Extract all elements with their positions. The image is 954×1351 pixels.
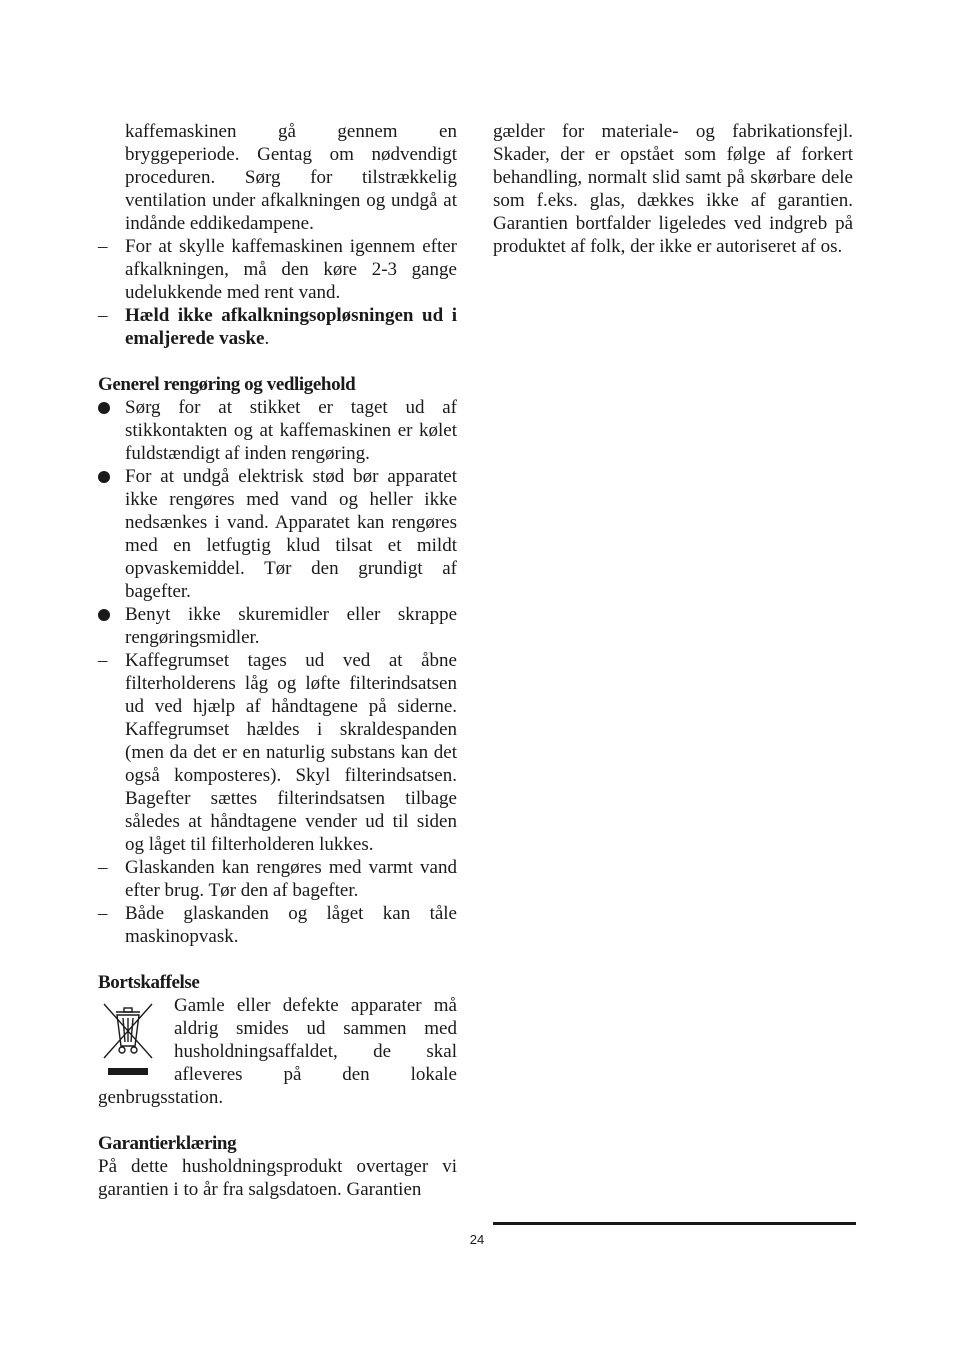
unplug-text: Sørg for at stikket er taget ud af stikkontakten og at kaffemaskinen er kølet fuldstændigt af inden rengøring. [125, 397, 457, 464]
bullet-item-unplug [98, 396, 457, 465]
disposal-section [98, 994, 457, 1109]
dishwasher-text: Både glaskanden og låget kan tåle maskinopvask. [125, 903, 457, 947]
no-abrasives-text: Benyt ikke skuremidler eller skrappe rengøringsmidler. [125, 604, 457, 648]
sink-warning-period: . [264, 328, 270, 349]
warranty-text-start: På dette husholdningsprodukt overtager vi garantien i to år fra salgsdatoen. Garantien [98, 1156, 457, 1200]
coffee-grounds-text: Kaffegrumset tages ud ved at åbne filterholderens låg og løfte filterindsatsen ud ved hjælp af håndtagene på siderne. Kaffegrumset hældes i skraldespanden (men da det er en naturlig substans kan det også komposteres). Skyl filterindsatsen. Bagefter sættes filterindsatsen tilbage således at håndtagene vender ud til siden og låget til filterholderen lukkes. [125, 650, 457, 855]
heading-disposal: Bortskaffelse [98, 972, 200, 993]
dash-marker: – [98, 903, 108, 924]
list-item-sink-warning [98, 304, 457, 350]
disposal-text: Gamle eller defekte apparater må aldrig smides ud sammen med husholdningsaffaldet, de skal afleveres på den lokale genbrugsstation. [98, 995, 457, 1108]
list-item-rinse [98, 235, 457, 304]
rinse-text: For at skylle kaffemaskinen igennem efter afkalkningen, må den køre 2-3 gange udelukkende med rent vand. [125, 236, 457, 303]
no-water-text: For at undgå elektrisk stød bør apparatet ikke rengøres med vand og heller ikke nedsænkes i vand. Apparatet kan rengøres med en letfugtig klud tilsat et mildt opvaskemiddel. Tør den grundigt af bagefter. [125, 466, 457, 602]
list-item-coffee-grounds [98, 649, 457, 856]
crossed-out-wheelie-bin-icon [98, 998, 158, 1078]
dash-marker: – [98, 305, 108, 326]
carafe-text: Glaskanden kan rengøres med varmt vand efter brug. Tør den af bagefter. [125, 857, 457, 901]
heading-general-cleaning: Generel rengøring og vedligehold [98, 374, 356, 395]
page-number: 24 [469, 1232, 485, 1247]
footer-rule [493, 1222, 856, 1225]
warranty-text-continued: gælder for materiale- og fabrikationsfejl. Skader, der er opstået som følge af forkert behandling, normalt slid samt på skørbare dele som f.eks. glas, dækkes ikke af garantien. Garantien bortfalder ligeledes ved indgreb på produktet af folk, der ikke er autoriseret af os. [493, 121, 853, 257]
list-item-dishwasher [98, 902, 457, 948]
sink-warning-text: Hæld ikke afkalkningsopløsningen ud i emaljerede vaske [125, 305, 457, 349]
dash-marker: – [98, 236, 108, 257]
right-column [493, 120, 853, 258]
dash-marker: – [98, 857, 108, 878]
left-column [98, 120, 457, 1201]
list-item-carafe [98, 856, 457, 902]
bullet-icon [98, 465, 125, 489]
decalcify-continuation: kaffemaskinen gå gennem en bryggeperiode. Gentag om nødvendigt proceduren. Sørg for tilstrækkelig ventilation under afkalkningen og undgå at indånde eddikedampene. [125, 121, 457, 234]
dash-marker: – [98, 650, 108, 671]
heading-warranty: Garantierklæring [98, 1133, 237, 1154]
bullet-item-no-water [98, 465, 457, 603]
bullet-icon [98, 603, 125, 627]
bullet-item-no-abrasives [98, 603, 457, 649]
bullet-icon [98, 396, 125, 420]
